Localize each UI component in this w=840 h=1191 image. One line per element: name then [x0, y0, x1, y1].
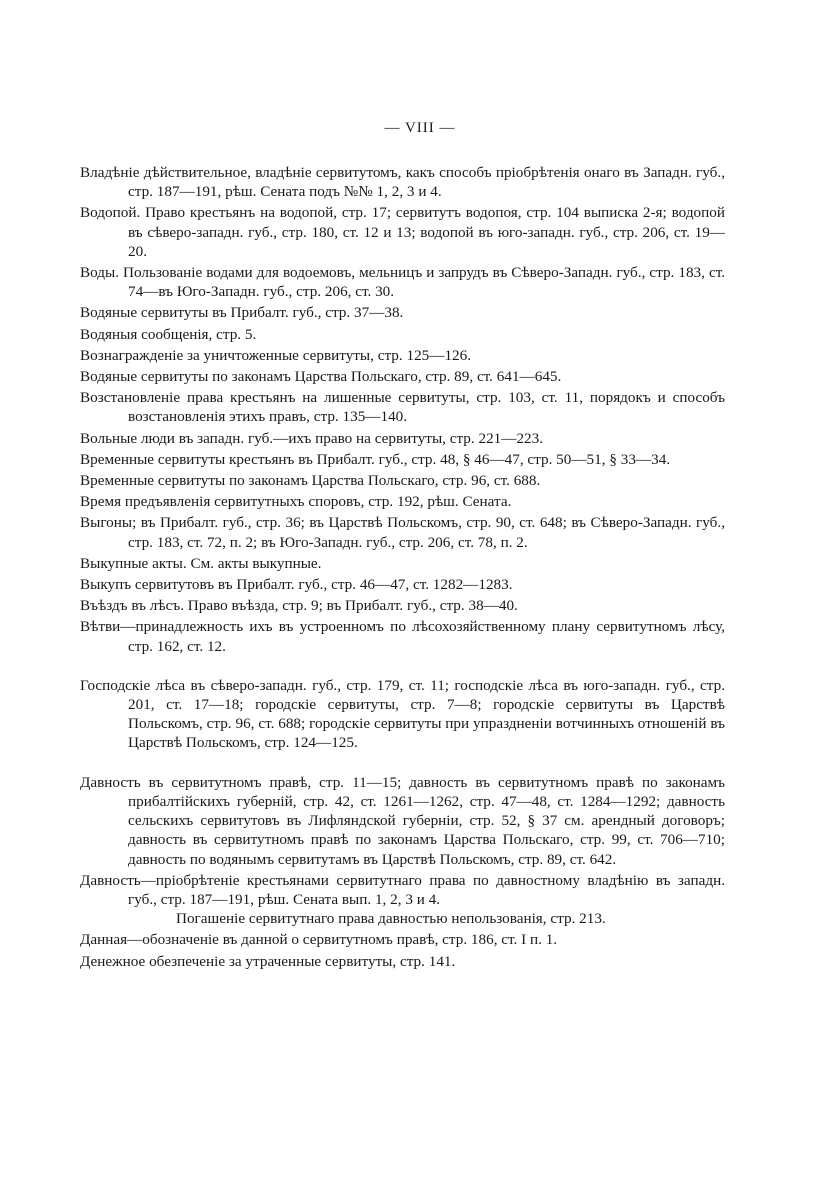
index-entry: Выкупные акты. См. акты выкупные. — [80, 554, 322, 572]
index-entry: Выгоны; въ Прибалт. губ., стр. 36; въ Царствѣ Польскомъ, стр. 90, ст. 648; въ Сѣверо-Западн. губ., стр. 183, ст. 72, п. 2; въ Юго-Западн. губ., стр. 206, ст. 78, п. 2. — [80, 514, 725, 551]
index-entries — [80, 163, 725, 973]
index-entry-text: Давность—пріобрѣтеніе крестьянами сервитутнаго права по давностному владѣнію въ западн. губ., стр. 187—191, рѣш. Сената вып. 1, 2, 3 и 4. — [80, 871, 725, 908]
section-gap — [80, 755, 725, 773]
index-entry: Давность въ сервитутномъ правѣ, стр. 11—15; давность въ сервитутномъ правѣ по законамъ прибалтійскихъ губерній, стр. 42, ст. 1261—1262, стр. 47—48, ст. 1284—1292; давность сельскихъ сервитутовъ въ Лифляндской губерніи, стр. 52, § 37 см. арендный договоръ; давность въ сервитутномъ правѣ по законамъ Царства Польскаго, стр. 99, ст. 706—710; давность по водянымъ сервитутамъ въ Царствѣ Польскомъ, стр. 89, ст. 642. — [80, 773, 725, 868]
index-entry: Господскіе лѣса въ сѣверо-западн. губ., стр. 179, ст. 11; господскіе лѣса въ юго-западн. губ., стр. 201, ст. 17—18; городскіе сервитуты, стр. 7—8; городскіе сервитуты въ Царствѣ Польскомъ, стр. 96, ст. 688; городскіе сервитуты при упраздненіи вотчинныхъ отношеній въ Царствѣ Польскомъ, стр. 124—125. — [80, 676, 725, 752]
index-entry: Владѣніе дѣйствительное, владѣніе сервитутомъ, какъ способъ пріобрѣтенія онаго въ Западн. губ., стр. 187—191, рѣш. Сената подъ №№ 1, 2, 3 и 4. — [80, 164, 725, 201]
index-entry: Временные сервитуты крестьянъ въ Прибалт. губ., стр. 48, § 46—47, стр. 50—51, § 33—34. — [80, 450, 671, 468]
index-entry: Время предъявленія сервитутныхъ споровъ, стр. 192, рѣш. Сената. — [80, 493, 512, 511]
index-entry — [80, 871, 725, 929]
index-subentry: Погашеніе сервитутнаго права давностью непользованія, стр. 213. — [176, 910, 606, 928]
index-entry: Данная—обозначеніе въ данной о сервитутномъ правѣ, стр. 186, ст. I п. 1. — [80, 931, 558, 949]
page-number-header: — VIII — — [384, 120, 456, 136]
index-entry: Водяныя сообщенія, стр. 5. — [80, 325, 257, 343]
index-entry: Вознагражденіе за уничтоженные сервитуты, стр. 125—126. — [80, 346, 472, 364]
index-entry: Воды. Пользованіе водами для водоемовъ, мельницъ и запрудъ въ Сѣверо-Западн. губ., стр. 183, ст. 74—въ Юго-Западн. губ., стр. 206, ст. 30. — [80, 264, 725, 301]
index-entry: Водопой. Право крестьянъ на водопой, стр. 17; сервитутъ водопоя, стр. 104 выписка 2-я; водопой въ сѣверо-западн. губ., стр. 180, ст. 12 и 13; водопой въ юго-западн. губ., стр. 206, ст. 19—20. — [80, 204, 725, 260]
index-entry: Вольные люди въ западн. губ.—ихъ право на сервитуты, стр. 221—223. — [80, 429, 544, 447]
index-entry: Возстановленіе права крестьянъ на лишенные сервитуты, стр. 103, ст. 11, порядокъ и способъ возстановленія этихъ правъ, стр. 135—140. — [80, 389, 725, 426]
index-entry: Денежное обезпеченіе за утраченные сервитуты, стр. 141. — [80, 952, 456, 970]
index-entry: Въѣздъ въ лѣсъ. Право въѣзда, стр. 9; въ Прибалт. губ., стр. 38—40. — [80, 597, 518, 615]
index-entry: Вѣтви—принадлежность ихъ въ устроенномъ по лѣсохозяйственному плану сервитутномъ лѣсу, стр. 162, ст. 12. — [80, 618, 725, 655]
index-entry: Водяные сервитуты въ Прибалт. губ., стр. 37—38. — [80, 304, 404, 322]
index-entry: Водяные сервитуты по законамъ Царства Польскаго, стр. 89, ст. 641—645. — [80, 368, 562, 386]
section-gap — [80, 658, 725, 676]
index-entry: Выкупъ сервитутовъ въ Прибалт. губ., стр. 46—47, ст. 1282—1283. — [80, 576, 513, 594]
index-entry: Временные сервитуты по законамъ Царства Польскаго, стр. 96, ст. 688. — [80, 472, 541, 490]
